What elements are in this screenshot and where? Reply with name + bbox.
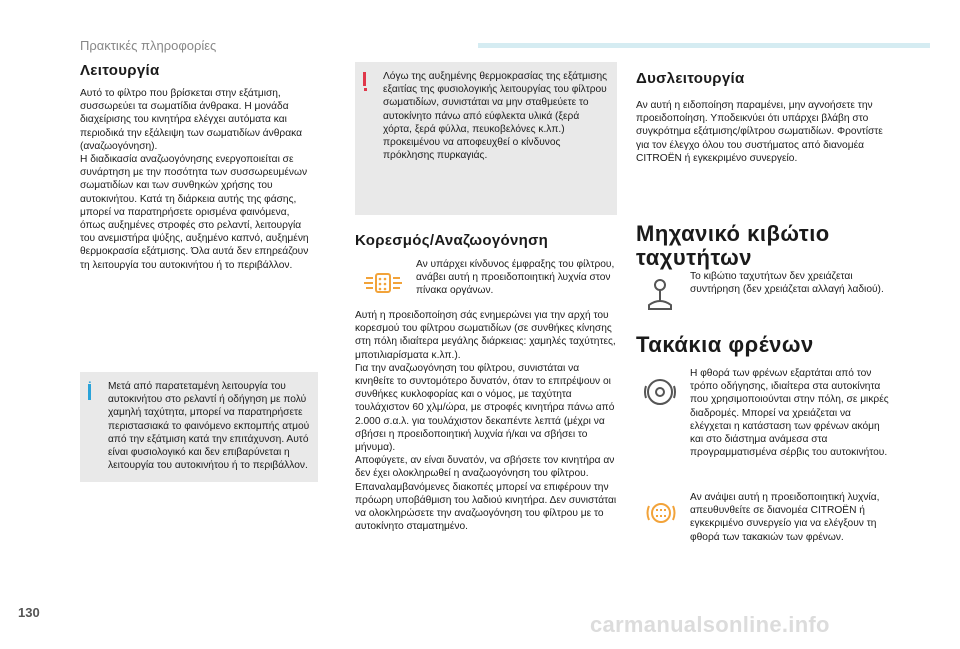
gear-lever-icon bbox=[640, 275, 680, 315]
column-malfunction bbox=[636, 62, 898, 165]
saturation-title: Κορεσμός/Αναζωογόνηση bbox=[355, 232, 549, 249]
info-text: Μετά από παρατεταμένη λειτουργία του αυτοκινήτου στο ρελαντί ή οδήγηση με πολύ χαμηλή ταχύτητα, μπορεί να παρατηρήσετε περιστασιακά το φαινόμενο εκπομπής ατμού από την εξάτμιση κατά την επιτάχυνση. Αυτό είναι φυσιολογικό και δεν επιβαρύνεται η λειτουργία του αυτοκινήτου ή το περιβάλλον. bbox=[108, 381, 310, 472]
warning-box bbox=[355, 62, 617, 215]
malfunction-title: Δυσλειτουργία bbox=[636, 70, 745, 87]
operation-title: Λειτουργία bbox=[80, 62, 160, 79]
operation-paragraph: Η διαδικασία αναζωογόνησης ενεργοποιείται σε συνάρτηση με την ποσότητα των συσσωρευμένων σωματιδίων και των συνθηκών χρήσης του αυτοκινήτου. Κατά τη διάρκεια αυτής της φάσης, μπορεί να παρατηρήσετε ορισμένα φαινόμενα, όπως αυξημένες στροφές στο ρελαντί, λειτουργία του ανεμιστήρα ψύξης, αυξημένο καπνό, αυξημένη θερμοκρασία εξάτμισης. Όλα αυτά δεν επηρεάζουν τη λειτουργία του αυτοκινήτου ή το περιβάλλον. bbox=[80, 154, 309, 271]
warning-bar bbox=[363, 72, 366, 86]
brakes-section bbox=[636, 333, 898, 357]
info-box bbox=[80, 372, 318, 482]
info-icon: i bbox=[88, 379, 92, 394]
saturation-paragraph: Για την αναζωογόνηση του φίλτρου, συνιστάται να κινηθείτε το συντομότερο δυνατόν, όταν το επιτρέψουν οι συνθήκες κυκλοφορίας και ο νόμος, με ταχύτητα τουλάχιστον 60 χλμ/ώρα, με στροφές κινητήρα πάνω από 2.000 σ.α.λ. για τουλάχιστον δεκαπέντε λεπτά (μέχρι να σβήσει η προειδοποιητική λυχνία ή/και να σβήσει το μήνυμα). bbox=[355, 362, 615, 454]
gearbox-title: Μηχανικό κιβώτιο ταχυτήτων bbox=[636, 221, 830, 270]
brakes-text: Η φθορά των φρένων εξαρτάται από τον τρόπο οδήγησης, ιδιαίτερα στα αυτοκίνητα που χρησιμοποιούνται στην πόλη, σε μικρές διαδρομές. Μπορεί να χρειάζεται να ελέγχεται η κατάσταση των φρένων ακόμη και στο διάστημα ανάμεσα στα προγραμματισμένα σέρβις του αυτοκινήτου. bbox=[690, 368, 889, 459]
brake-wear-warning-icon bbox=[644, 498, 678, 528]
column-saturation bbox=[355, 232, 617, 249]
gearbox-text: Το κιβώτιο ταχυτήτων δεν χρειάζεται συντήρηση (δεν χρειάζεται αλλαγή λαδιού). bbox=[690, 271, 884, 296]
column-operation bbox=[80, 62, 310, 272]
saturation-paragraph: Αποφύγετε, αν είναι δυνατόν, να σβήσετε τον κινητήρα αν δεν έχει ολοκληρωθεί η αναζωογόνηση του φίλτρου. Επαναλαμβανόμενες διακοπές μπορεί να επιφέρουν την πρόωρη υποβάθμιση του λαδιού κινητήρα. Δεν συνιστάται να ολοκληρώσετε την αναζωογόνηση του φίλτρου με το αυτοκίνητο σταματημένο. bbox=[355, 455, 617, 533]
header-bar bbox=[478, 43, 930, 48]
brake-pad-icon bbox=[640, 372, 680, 412]
particle-filter-warning-icon bbox=[362, 266, 408, 300]
brakes-title: Τακάκια φρένων bbox=[636, 332, 814, 357]
saturation-paragraph: Αυτή η προειδοποίηση σάς ενημερώνει για την αρχή του κορεσμού του φίλτρου σωματιδίων (σε συνθήκες κίνησης στη πόλη ιδιαίτερα μεγάλης διάρκειας: χαμηλές ταχύτητες, μποτιλιαρίσματα κ.λπ.). bbox=[355, 310, 616, 361]
warning-dot bbox=[364, 88, 367, 91]
gearbox-section bbox=[636, 222, 898, 270]
malfunction-text: Αν αυτή η ειδοποίηση παραμένει, μην αγνοήσετε την προειδοποίηση. Υποδεικνύει ότι υπάρχει βλάβη στο συγκρότημα εξάτμισης/φίλτρου σωματιδίων. Φροντίστε για τον έλεγχο όλου του συστήματος από διανομέα CITROËN ή εγκεκριμένο συνεργείο. bbox=[636, 100, 883, 164]
saturation-body bbox=[355, 309, 617, 533]
operation-paragraph: Αυτό το φίλτρο που βρίσκεται στην εξάτμιση, συσσωρεύει τα σωματίδια άνθρακα. Η μονάδα διαχείρισης του κινητήρα ελέγχει αυτόματα και περιοδικά την εξάλειψη των σωματιδίων άνθρακα (αναζωογόνηση). bbox=[80, 88, 302, 152]
brake-warning-text: Αν ανάψει αυτή η προειδοποιητική λυχνία, απευθυνθείτε σε διανομέα CITROËN ή εγκεκριμένο συνεργείο για να ελέγξουν τη φθορά των τακακιών των φρένων. bbox=[690, 492, 880, 543]
warning-text: Λόγω της αυξημένης θερμοκρασίας της εξάτμισης εξαιτίας της φυσιολογικής λειτουργίας του φίλτρου σωματιδίων, συνιστάται να μην σταθμεύετε το αυτοκίνητο πάνω από εύφλεκτα υλικά (ξερά χόρτα, ξερά φύλλα, πευκοβελόνες κ.λπ.) προκειμένου να αποφευχθεί ο κίνδυνος πρόκλησης πυρκαγιάς. bbox=[383, 71, 608, 162]
page-number: 130 bbox=[18, 605, 40, 620]
watermark: carmanualsonline.info bbox=[590, 612, 830, 637]
saturation-icon-caption: Αν υπάρχει κίνδυνος έμφραξης του φίλτρου, ανάβει αυτή η προειδοποιητική λυχνία στον πίνακα οργάνων. bbox=[416, 259, 615, 297]
section-header: Πρακτικές πληροφορίες bbox=[80, 38, 217, 53]
